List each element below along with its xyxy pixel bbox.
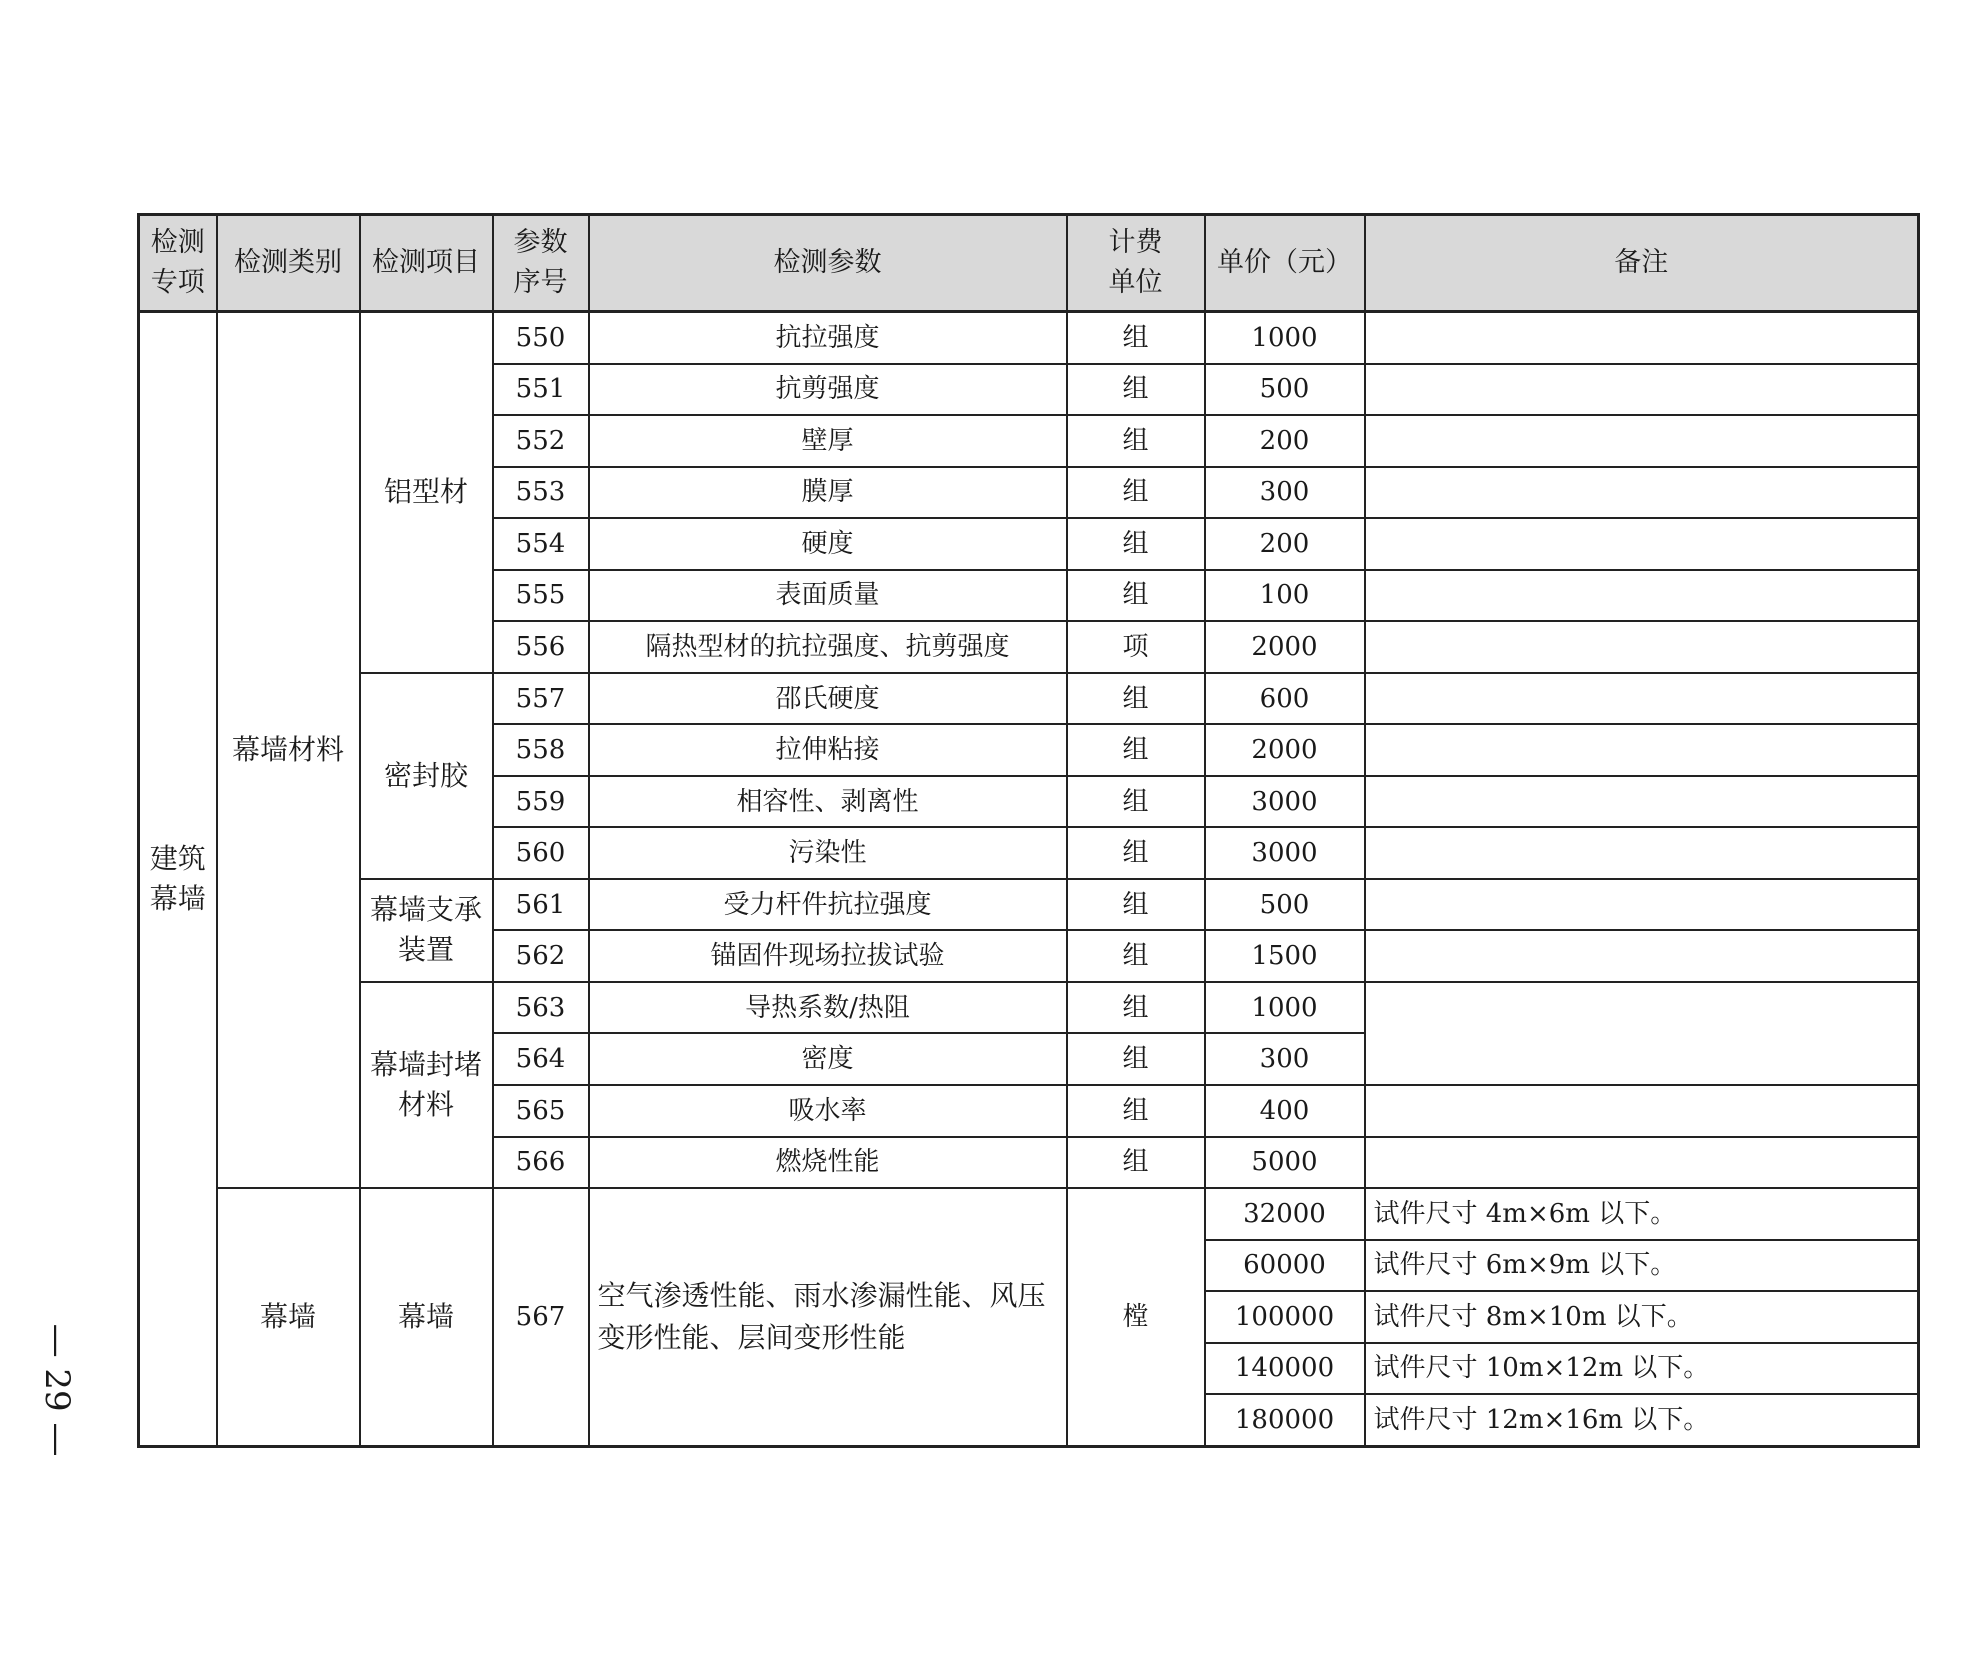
unit-cell: 组 — [1067, 570, 1205, 622]
item-cell: 幕墙支承 装置 — [360, 879, 493, 982]
price-cell: 1500 — [1205, 930, 1365, 982]
price-cell: 2000 — [1205, 621, 1365, 673]
unit-cell: 组 — [1067, 1033, 1205, 1085]
param-cell: 表面质量 — [589, 570, 1067, 622]
price-cell: 200 — [1205, 415, 1365, 467]
price-cell: 300 — [1205, 1033, 1365, 1085]
param-cell: 导热系数/热阻 — [589, 982, 1067, 1034]
price-cell: 500 — [1205, 879, 1365, 931]
header-category: 检测类别 — [217, 215, 360, 312]
note-cell: 试件尺寸 10m×12m 以下。 — [1365, 1343, 1919, 1395]
seq-cell: 565 — [493, 1085, 589, 1137]
header-row — [139, 215, 1919, 312]
price-cell: 500 — [1205, 364, 1365, 416]
param-cell: 锚固件现场拉拔试验 — [589, 930, 1067, 982]
price-cell: 3000 — [1205, 827, 1365, 879]
price-cell: 300 — [1205, 467, 1365, 519]
seq-cell: 556 — [493, 621, 589, 673]
param-cell: 邵氏硬度 — [589, 673, 1067, 725]
note-cell — [1365, 415, 1919, 467]
note-cell — [1365, 1085, 1919, 1137]
param-cell: 壁厚 — [589, 415, 1067, 467]
note-cell — [1365, 518, 1919, 570]
price-cell: 200 — [1205, 518, 1365, 570]
param-cell: 吸水率 — [589, 1085, 1067, 1137]
unit-cell: 组 — [1067, 415, 1205, 467]
note-cell — [1365, 364, 1919, 416]
param-cell: 空气渗透性能、雨水渗漏性能、风压变形性能、层间变形性能 — [589, 1188, 1067, 1446]
note-cell: 试件尺寸 8m×10m 以下。 — [1365, 1291, 1919, 1343]
param-cell: 相容性、剥离性 — [589, 776, 1067, 828]
param-cell: 隔热型材的抗拉强度、抗剪强度 — [589, 621, 1067, 673]
seq-cell: 567 — [493, 1188, 589, 1446]
item-cell: 铝型材 — [360, 312, 493, 673]
header-seq: 参数 序号 — [493, 215, 589, 312]
seq-cell: 561 — [493, 879, 589, 931]
unit-cell: 项 — [1067, 621, 1205, 673]
seq-cell: 566 — [493, 1137, 589, 1189]
note-cell — [1365, 312, 1919, 364]
param-cell: 膜厚 — [589, 467, 1067, 519]
unit-cell: 组 — [1067, 312, 1205, 364]
note-cell — [1365, 930, 1919, 982]
seq-cell: 553 — [493, 467, 589, 519]
price-cell: 140000 — [1205, 1343, 1365, 1395]
seq-cell: 552 — [493, 415, 589, 467]
price-cell: 60000 — [1205, 1240, 1365, 1292]
note-cell — [1365, 673, 1919, 725]
price-cell: 400 — [1205, 1085, 1365, 1137]
unit-cell: 组 — [1067, 673, 1205, 725]
unit-cell: 组 — [1067, 879, 1205, 931]
table-row — [139, 312, 1919, 364]
unit-cell: 组 — [1067, 827, 1205, 879]
unit-cell: 组 — [1067, 776, 1205, 828]
note-cell — [1365, 827, 1919, 879]
param-cell: 硬度 — [589, 518, 1067, 570]
table-row — [139, 879, 1919, 931]
table-row — [139, 982, 1919, 1034]
unit-cell: 组 — [1067, 467, 1205, 519]
unit-cell: 组 — [1067, 1085, 1205, 1137]
item-cell: 幕墙 — [360, 1188, 493, 1446]
header-price: 单价（元） — [1205, 215, 1365, 312]
item-cell: 密封胶 — [360, 673, 493, 879]
seq-cell: 560 — [493, 827, 589, 879]
price-cell: 32000 — [1205, 1188, 1365, 1240]
header-note: 备注 — [1365, 215, 1919, 312]
note-cell — [1365, 879, 1919, 931]
param-cell: 抗剪强度 — [589, 364, 1067, 416]
seq-cell: 554 — [493, 518, 589, 570]
unit-cell: 组 — [1067, 930, 1205, 982]
note-cell: 试件尺寸 12m×16m 以下。 — [1365, 1394, 1919, 1446]
note-cell — [1365, 621, 1919, 673]
unit-cell: 组 — [1067, 518, 1205, 570]
note-cell — [1365, 570, 1919, 622]
note-cell — [1365, 776, 1919, 828]
param-cell: 拉伸粘接 — [589, 724, 1067, 776]
unit-cell: 组 — [1067, 364, 1205, 416]
seq-cell: 557 — [493, 673, 589, 725]
unit-cell: 组 — [1067, 1137, 1205, 1189]
category-cell: 幕墙材料 — [217, 312, 360, 1189]
price-cell: 1000 — [1205, 312, 1365, 364]
unit-cell: 组 — [1067, 724, 1205, 776]
note-cell: 试件尺寸 4m×6m 以下。 — [1365, 1188, 1919, 1240]
param-cell: 抗拉强度 — [589, 312, 1067, 364]
item-cell: 幕墙封堵 材料 — [360, 982, 493, 1188]
param-cell: 密度 — [589, 1033, 1067, 1085]
param-cell: 污染性 — [589, 827, 1067, 879]
note-cell — [1365, 724, 1919, 776]
seq-cell: 558 — [493, 724, 589, 776]
seq-cell: 563 — [493, 982, 589, 1034]
note-cell — [1365, 982, 1919, 1085]
header-param: 检测参数 — [589, 215, 1067, 312]
table-row — [139, 1188, 1919, 1240]
param-cell: 受力杆件抗拉强度 — [589, 879, 1067, 931]
note-cell — [1365, 467, 1919, 519]
header-unit: 计费 单位 — [1067, 215, 1205, 312]
seq-cell: 551 — [493, 364, 589, 416]
seq-cell: 564 — [493, 1033, 589, 1085]
param-cell: 燃烧性能 — [589, 1137, 1067, 1189]
unit-cell: 组 — [1067, 982, 1205, 1034]
header-specialty: 检测 专项 — [139, 215, 217, 312]
page-number: — 29 — — [37, 1323, 77, 1457]
seq-cell: 555 — [493, 570, 589, 622]
price-cell: 1000 — [1205, 982, 1365, 1034]
fee-table — [137, 213, 1920, 1448]
header-item: 检测项目 — [360, 215, 493, 312]
note-cell: 试件尺寸 6m×9m 以下。 — [1365, 1240, 1919, 1292]
price-cell: 100 — [1205, 570, 1365, 622]
seq-cell: 559 — [493, 776, 589, 828]
price-cell: 5000 — [1205, 1137, 1365, 1189]
table-row — [139, 673, 1919, 725]
price-cell: 180000 — [1205, 1394, 1365, 1446]
specialty-cell: 建筑 幕墙 — [139, 312, 217, 1447]
price-cell: 3000 — [1205, 776, 1365, 828]
note-cell — [1365, 1137, 1919, 1189]
unit-cell: 樘 — [1067, 1188, 1205, 1446]
seq-cell: 562 — [493, 930, 589, 982]
price-cell: 600 — [1205, 673, 1365, 725]
seq-cell: 550 — [493, 312, 589, 364]
category-cell: 幕墙 — [217, 1188, 360, 1446]
price-cell: 2000 — [1205, 724, 1365, 776]
price-cell: 100000 — [1205, 1291, 1365, 1343]
